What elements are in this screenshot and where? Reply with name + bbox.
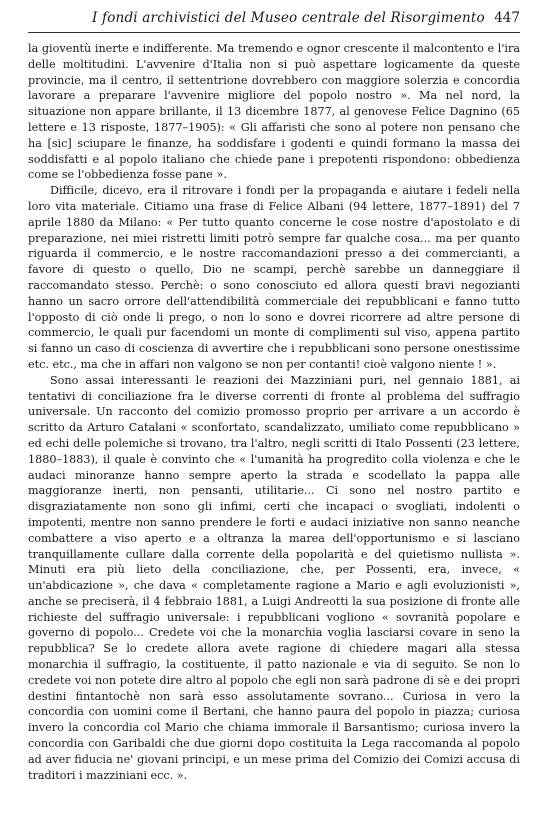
page-number: 447 <box>494 10 520 26</box>
paragraph-3: Sono assai interessanti le reazioni dei Mazziniani puri, nel gennaio 1881, ai tentativi di conciliazione fra le diverse correnti di fronte al problema del suffragio universale. Un racconto del comizio promosso proprio per arrivare a un accordo è scritto da Arturo Catalani « sconfortato, scandalizzato, umiliato come repubblicano » ed echi delle polemiche si trovano, tra l'altro, negli scritti di Italo Possenti (23 lettere, 1880–1883), il quale è convinto che « l'umanità ha progredito colla violenza e che le audaci minoranze hanno sempre aperto la strada e scodellato la pappa alle maggioranze inerti, non pensanti, utilitarie... Ci sono nel nostro partito e disgraziatamente non sono gli infimi, certi che incapaci o svogliati, indolenti o impotenti, mentre non sanno prendere le forti e audaci iniziative non sanno neanche combattere a viso aperto e a oltranza la marea dell'opportunismo e si lasciano tranquillamente cullare dalla corrente della popolarità e del quietismo nullista ». Minuti era più lieto della conciliazione, che, per Possenti, era, invece, « un'abdicazione », che dava « completamente ragione a Mario e agli evoluzionisti », anche se preciserà, il 4 febbraio 1881, a Luigi Andreotti la sua posizione di fronte alle richieste del suffragio universale: i repubblicani vogliono « sovranità popolare e governo di popolo... Credete voi che la monarchia voglia lasciarsi covare in seno la repubblica? Se lo credete allora avete ragione di chiedere magari alla stessa monarchia il suffragio, la costituente, il patto nazionale e via di seguito. Se non lo credete voi non potete dire altro al popolo che egli non sarà padrone di sè e dei propri destini fintantochè non sarà esso assolutamente sovrano... Curiosa in vero la concordia con uomini come il Bertani, che hanno paura del popolo in piazza; curiosa invero la concordia col Mario che chiama immorale il Barsantismo; curiosa invero la concordia con Garibaldi che due giorni dopo costituita la Lega raccomanda al popolo ad aver fiducia ne' giovani principi, e un mese prima del Comizio dei Comizi accusa di traditori i mazziniani ecc. ». <box>28 373 520 782</box>
paragraph-1: la gioventù inerte e indifferente. Ma tremendo e ognor crescente il malcontento e l'ira delle moltitudini. L'avvenire d'Italia non si può aspettare logicamente da queste provincie, ma il centro, il settentrione dovrebbero con maggiore solerzia e concordia lavorare a preparare l'avvenire migliore del popolo nostro ». Ma nel nord, la situazione non appare brillante, il 13 dicembre 1877, al genovese Felice Dagnino (65 lettere e 13 risposte, 1877–1905): « Gli affaristi che sono al potere non pensano che ha [sic] sciupare le finanze, ha soddisfare i godenti e quindi formano la massa dei soddisfatti e al popolo italiano che chiede pane i prepotenti rispondono: obbedienza come se l'obbedienza fosse pane ». <box>28 42 520 182</box>
running-header <box>28 10 520 33</box>
document-page <box>28 10 520 783</box>
running-title: I fondi archivistici del Museo centrale del Risorgimento <box>92 10 485 26</box>
body-text <box>28 41 520 783</box>
paragraph-2: Difficile, dicevo, era il ritrovare i fondi per la propaganda e aiutare i fedeli nella loro vita materiale. Citiamo una frase di Felice Albani (94 lettere, 1877–1891) del 7 aprile 1880 da Milano: « Per tutto quanto concerne le cose nostre d'apostolato e di preparazione, nei miei ristretti limiti potrò sempre far qualche cosa... ma per quanto riguarda il commercio, e le nostre raccomandazioni presso a dei commercianti, a favore di questo o quello, Dio ne scampi, perchè sarebbe un danneggiare il raccomandato stesso. Perchè: o sono conosciuto ed allora questi bravi negozianti hanno un sacro orrore dell'attendibilità commerciale dei repubblicani e fanno tutto l'opposto di ciò onde li prego, o non lo sono e dovrei ricorrere ad altre persone di commercio, le quali pur facendomi un monte di complimenti sul viso, appena partito si fanno un caso di coscienza di avvertire che i repubblicani sono persone onestissime etc. etc., ma che in affari non valgono se non per contanti! cioè valgono niente ! ». <box>28 184 520 371</box>
